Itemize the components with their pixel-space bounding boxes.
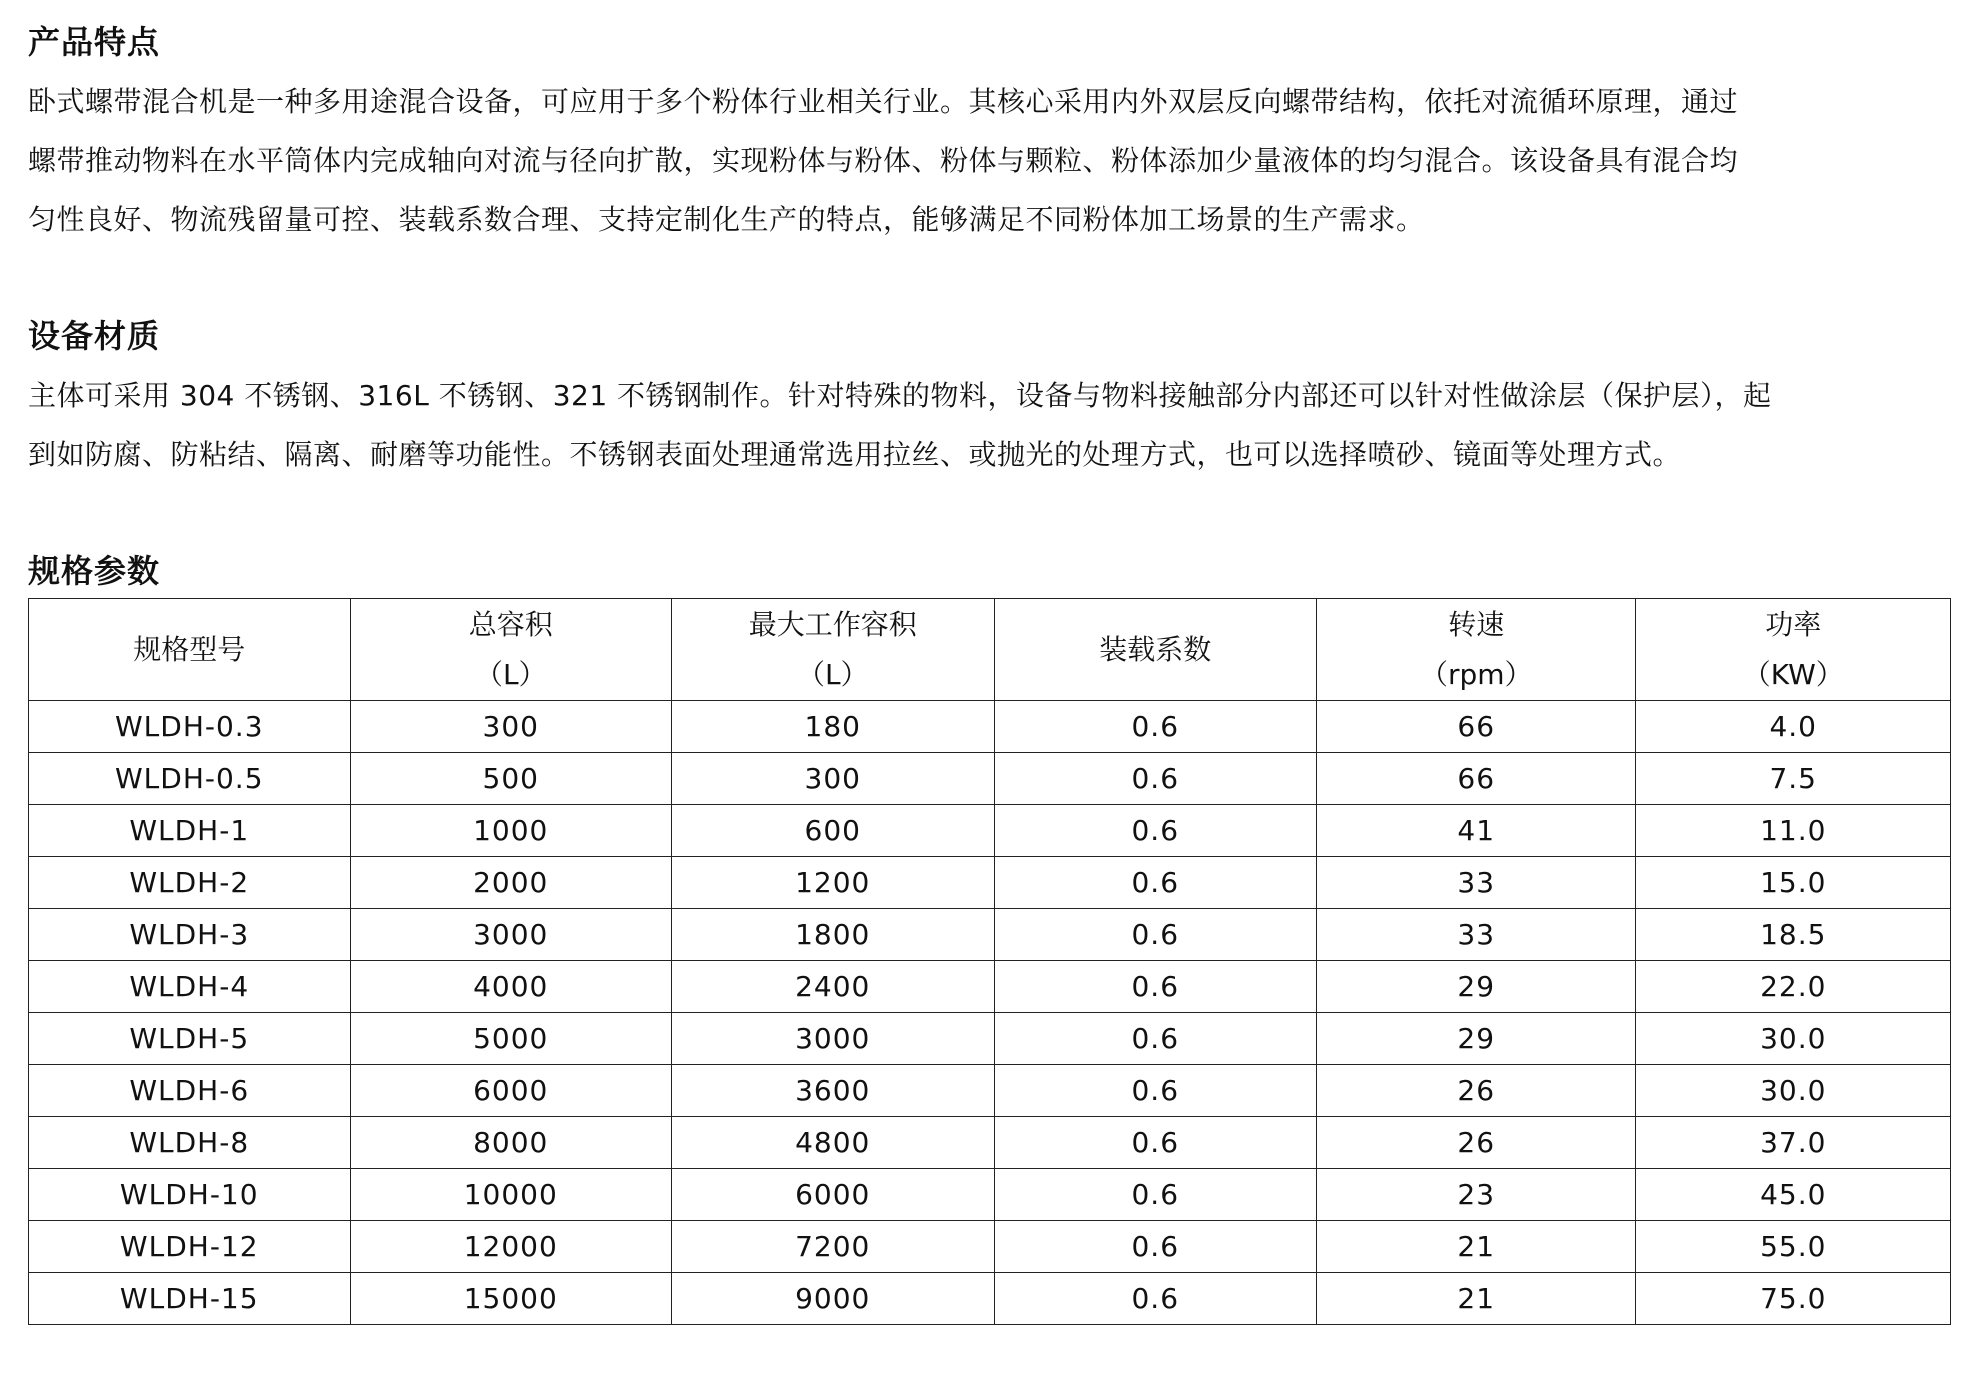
features-line: 卧式螺带混合机是一种多用途混合设备，可应用于多个粉体行业相关行业。其核心采用内外双层反向螺带结构，依托对流循环原理，通过 <box>28 85 1739 118</box>
cell-total-volume: 3000 <box>350 909 672 961</box>
cell-model: WLDH-15 <box>29 1273 351 1325</box>
header-label: 规格型号 <box>133 632 246 666</box>
cell-loading-factor: 0.6 <box>994 909 1317 961</box>
cell-power: 15.0 <box>1636 857 1951 909</box>
cell-total-volume: 10000 <box>350 1169 672 1221</box>
cell-total-volume: 6000 <box>350 1065 672 1117</box>
header-unit: （L） <box>796 657 869 691</box>
header-label: 装载系数 <box>1099 632 1212 666</box>
cell-speed: 29 <box>1317 1013 1636 1065</box>
cell-loading-factor: 0.6 <box>994 805 1317 857</box>
cell-max-working-volume: 180 <box>672 701 995 753</box>
header-unit: （rpm） <box>1419 657 1533 691</box>
cell-loading-factor: 0.6 <box>994 1221 1317 1273</box>
cell-power: 4.0 <box>1636 701 1951 753</box>
cell-max-working-volume: 1800 <box>672 909 995 961</box>
cell-power: 11.0 <box>1636 805 1951 857</box>
spec-table-header-row <box>29 599 1951 701</box>
cell-power: 30.0 <box>1636 1065 1951 1117</box>
header-label: 最大工作容积 <box>748 607 917 641</box>
cell-total-volume: 8000 <box>350 1117 672 1169</box>
section-title-features: 产品特点 <box>28 23 161 61</box>
table-row <box>29 1065 1951 1117</box>
header-label: 功率 <box>1765 607 1822 641</box>
cell-max-working-volume: 4800 <box>672 1117 995 1169</box>
cell-total-volume: 300 <box>350 701 672 753</box>
features-paragraph <box>28 72 1945 249</box>
cell-speed: 41 <box>1317 805 1636 857</box>
section-title-material: 设备材质 <box>28 317 161 355</box>
cell-speed: 33 <box>1317 857 1636 909</box>
cell-total-volume: 500 <box>350 753 672 805</box>
cell-power: 7.5 <box>1636 753 1951 805</box>
cell-max-working-volume: 9000 <box>672 1273 995 1325</box>
table-row <box>29 1221 1951 1273</box>
cell-total-volume: 1000 <box>350 805 672 857</box>
spec-table-body <box>29 701 1951 1325</box>
cell-loading-factor: 0.6 <box>994 1013 1317 1065</box>
table-row <box>29 909 1951 961</box>
cell-model: WLDH-0.5 <box>29 753 351 805</box>
cell-speed: 26 <box>1317 1065 1636 1117</box>
cell-total-volume: 5000 <box>350 1013 672 1065</box>
table-row <box>29 1013 1951 1065</box>
cell-power: 45.0 <box>1636 1169 1951 1221</box>
cell-max-working-volume: 600 <box>672 805 995 857</box>
cell-speed: 66 <box>1317 753 1636 805</box>
material-line: 到如防腐、防粘结、隔离、耐磨等功能性。不锈钢表面处理通常选用拉丝、或抛光的处理方式，也可以选择喷砂、镜面等处理方式。 <box>28 438 1682 471</box>
cell-max-working-volume: 3000 <box>672 1013 995 1065</box>
table-row <box>29 1273 1951 1325</box>
header-model <box>29 599 351 701</box>
header-max-working-volume <box>672 599 995 701</box>
cell-speed: 33 <box>1317 909 1636 961</box>
cell-loading-factor: 0.6 <box>994 1065 1317 1117</box>
cell-max-working-volume: 300 <box>672 753 995 805</box>
cell-total-volume: 12000 <box>350 1221 672 1273</box>
table-row <box>29 857 1951 909</box>
header-label: 总容积 <box>468 607 553 641</box>
header-power <box>1636 599 1951 701</box>
material-paragraph <box>28 366 1945 484</box>
cell-model: WLDH-3 <box>29 909 351 961</box>
cell-model: WLDH-6 <box>29 1065 351 1117</box>
cell-power: 37.0 <box>1636 1117 1951 1169</box>
cell-speed: 21 <box>1317 1221 1636 1273</box>
material-line: 主体可采用 304 不锈钢、316L 不锈钢、321 不锈钢制作。针对特殊的物料，设备与物料接触部分内部还可以针对性做涂层（保护层），起 <box>28 379 1772 412</box>
cell-max-working-volume: 3600 <box>672 1065 995 1117</box>
header-label: 转速 <box>1448 607 1505 641</box>
cell-model: WLDH-2 <box>29 857 351 909</box>
header-loading-factor <box>994 599 1317 701</box>
cell-model: WLDH-5 <box>29 1013 351 1065</box>
cell-model: WLDH-4 <box>29 961 351 1013</box>
cell-loading-factor: 0.6 <box>994 961 1317 1013</box>
cell-power: 75.0 <box>1636 1273 1951 1325</box>
cell-loading-factor: 0.6 <box>994 753 1317 805</box>
cell-power: 22.0 <box>1636 961 1951 1013</box>
cell-power: 18.5 <box>1636 909 1951 961</box>
table-row <box>29 805 1951 857</box>
table-row <box>29 1117 1951 1169</box>
cell-loading-factor: 0.6 <box>994 1117 1317 1169</box>
cell-model: WLDH-1 <box>29 805 351 857</box>
cell-max-working-volume: 6000 <box>672 1169 995 1221</box>
cell-model: WLDH-0.3 <box>29 701 351 753</box>
cell-speed: 29 <box>1317 961 1636 1013</box>
spec-table <box>28 598 1951 1325</box>
header-speed <box>1317 599 1636 701</box>
cell-loading-factor: 0.6 <box>994 701 1317 753</box>
section-title-specs: 规格参数 <box>28 552 161 590</box>
header-unit: （KW） <box>1742 657 1844 691</box>
cell-power: 55.0 <box>1636 1221 1951 1273</box>
cell-loading-factor: 0.6 <box>994 1169 1317 1221</box>
cell-max-working-volume: 2400 <box>672 961 995 1013</box>
cell-model: WLDH-8 <box>29 1117 351 1169</box>
cell-speed: 26 <box>1317 1117 1636 1169</box>
cell-power: 30.0 <box>1636 1013 1951 1065</box>
cell-max-working-volume: 1200 <box>672 857 995 909</box>
header-unit: （L） <box>474 657 547 691</box>
cell-loading-factor: 0.6 <box>994 1273 1317 1325</box>
features-line: 螺带推动物料在水平筒体内完成轴向对流与径向扩散，实现粉体与粉体、粉体与颗粒、粉体添加少量液体的均匀混合。该设备具有混合均 <box>28 144 1739 177</box>
cell-total-volume: 4000 <box>350 961 672 1013</box>
cell-total-volume: 2000 <box>350 857 672 909</box>
table-row <box>29 701 1951 753</box>
features-line: 匀性良好、物流残留量可控、装载系数合理、支持定制化生产的特点，能够满足不同粉体加工场景的生产需求。 <box>28 203 1425 236</box>
cell-speed: 66 <box>1317 701 1636 753</box>
cell-speed: 21 <box>1317 1273 1636 1325</box>
cell-model: WLDH-12 <box>29 1221 351 1273</box>
table-row <box>29 753 1951 805</box>
table-row <box>29 1169 1951 1221</box>
cell-speed: 23 <box>1317 1169 1636 1221</box>
cell-total-volume: 15000 <box>350 1273 672 1325</box>
header-total-volume <box>350 599 672 701</box>
table-row <box>29 961 1951 1013</box>
cell-max-working-volume: 7200 <box>672 1221 995 1273</box>
cell-model: WLDH-10 <box>29 1169 351 1221</box>
cell-loading-factor: 0.6 <box>994 857 1317 909</box>
